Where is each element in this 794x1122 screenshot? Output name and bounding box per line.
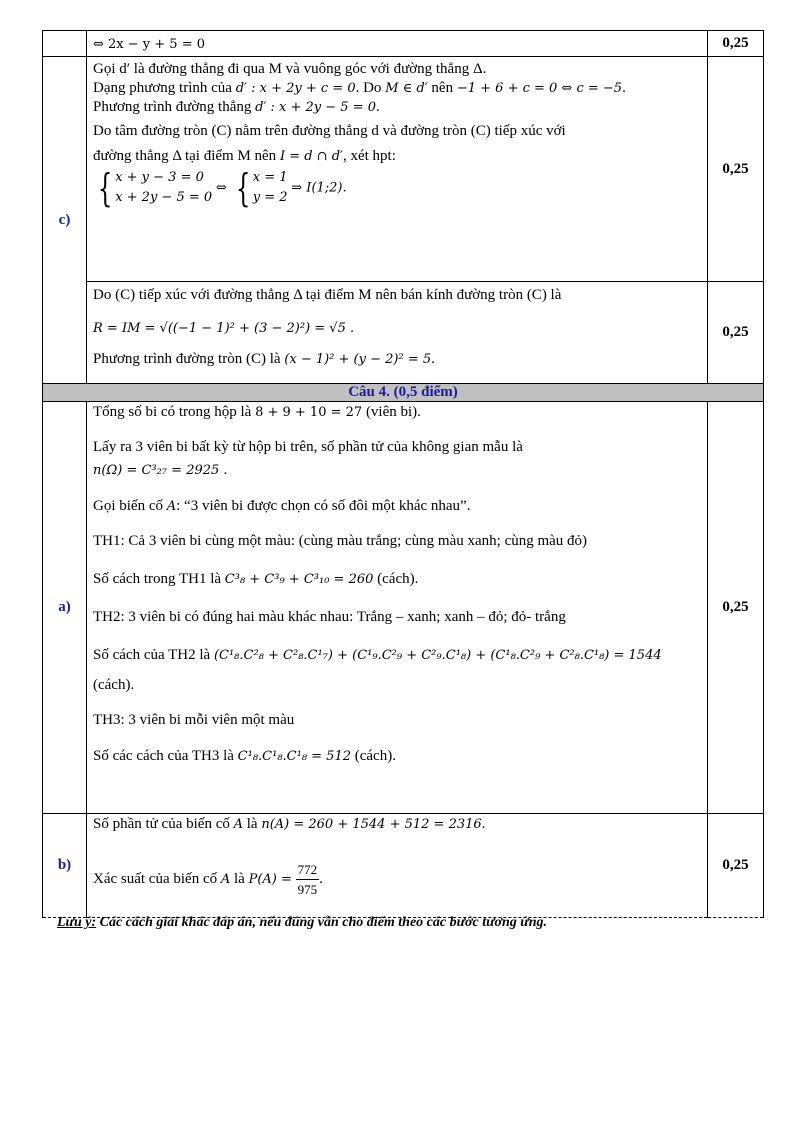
a-line-11 xyxy=(93,747,701,766)
row-a-label: a) xyxy=(43,402,87,814)
footnote-label: Lưu ý: xyxy=(57,915,97,930)
a-line-3: n(Ω) = C³₂₇ = 2925 . xyxy=(93,463,228,478)
row-a-content xyxy=(87,402,708,814)
row-c1-content xyxy=(87,57,708,282)
c2-line-3 xyxy=(93,350,701,369)
probability-fraction xyxy=(296,860,320,899)
fraction-denominator: 975 xyxy=(297,882,318,897)
row-b-label: b) xyxy=(43,814,87,918)
c1-line-2 xyxy=(93,79,701,98)
a-line-5: TH1: Cả 3 viên bi cùng một màu: (cùng màu trắng; cùng màu xanh; cùng màu đỏ) xyxy=(93,533,588,549)
b-l2b: A xyxy=(220,871,231,887)
a-line-7: TH2: 3 viên bi có đúng hai màu khác nhau: Trắng – xanh; xanh – đỏ; đỏ- trắng xyxy=(93,609,566,625)
a-l6a: Số cách trong TH1 là xyxy=(93,571,222,587)
c1-l2c: . Do xyxy=(355,80,382,96)
system-2 xyxy=(231,168,288,208)
row-top-points: 0,25 xyxy=(708,31,764,57)
a-l4c: : “3 viên bi được chọn có số đôi một khác nhau”. xyxy=(176,498,471,514)
footnote xyxy=(57,915,547,931)
c2-l3b: (x − 1)² + (y − 2)² = 5 xyxy=(284,352,432,367)
question-header-row xyxy=(43,384,764,402)
row-c2-points: 0,25 xyxy=(708,282,764,384)
c1-line-5 xyxy=(93,147,701,166)
row-c2 xyxy=(43,282,764,384)
equiv-sign: ⇔ xyxy=(215,180,227,196)
c1-l3a: Phương trình đường thẳng xyxy=(93,99,252,115)
b-l1c: là xyxy=(246,816,258,832)
c2-line-2: R = IM = √((−1 − 1)² + (3 − 2)²) = √5 . xyxy=(93,321,355,336)
c2-line-1: Do (C) tiếp xúc với đường thẳng Δ tại điểm M nên bán kính đường tròn (C) là xyxy=(93,287,562,303)
b-l2e: . xyxy=(319,870,323,887)
a-l4b: A xyxy=(166,499,177,514)
row-top-content xyxy=(87,31,708,57)
c1-line-1: Gọi d′ là đường thẳng đi qua M và vuông góc với đường thẳng Δ. xyxy=(93,61,487,77)
a-line-10: TH3: 3 viên bi mỗi viên một màu xyxy=(93,712,295,728)
c1-l2b: d′ : x + 2y + c = 0 xyxy=(235,81,356,96)
row-a-points: 0,25 xyxy=(708,402,764,814)
row-b-content xyxy=(87,814,708,918)
c1-line-3 xyxy=(93,98,701,117)
b-l2d: P(A) = xyxy=(248,871,292,887)
a-line-1 xyxy=(93,403,701,422)
sys2-row-1: x = 1 xyxy=(252,170,288,185)
c1-l2a: Dạng phương trình của xyxy=(93,80,232,96)
b-l1d: n(A) = 260 + 1544 + 512 = 2316 xyxy=(261,817,482,832)
a-l1c: (viên bi). xyxy=(365,404,421,420)
system-1 xyxy=(93,168,212,208)
sys2-row-2: y = 2 xyxy=(252,190,288,205)
c1-l3b: d′ : x + 2y − 5 = 0 xyxy=(255,100,377,115)
a-line-8 xyxy=(93,646,701,665)
sys1-row-2: x + 2y − 5 = 0 xyxy=(115,190,213,205)
b-line-2 xyxy=(93,860,701,899)
b-l1e: . xyxy=(481,816,486,832)
a-l6b: C³₈ + C³₉ + C³₁₀ = 260 xyxy=(224,572,374,587)
row-top-label xyxy=(43,31,87,57)
row-c1-points: 0,25 xyxy=(708,57,764,282)
c2-l3c: . xyxy=(431,351,435,367)
a-l8a: Số cách của TH2 là xyxy=(93,647,211,663)
a-l11b: C¹₈.C¹₈.C¹₈ = 512 xyxy=(237,749,351,764)
c1-l5b: I = d ∩ d′ xyxy=(279,149,343,164)
row-top xyxy=(43,31,764,57)
a-line-6 xyxy=(93,570,701,589)
c1-l2f: −1 + 6 + c = 0 ⇔ c = −5 xyxy=(456,81,623,96)
c1-system-line xyxy=(93,168,701,208)
a-l8b: (C¹₈.C²₈ + C²₈.C¹₇) + (C¹₉.C²₉ + C²₉.C¹₈) + (C¹₈.C²₉ + C²₈.C¹₈) = 1544 xyxy=(213,648,662,663)
a-l1b: 8 + 9 + 10 = 27 xyxy=(255,405,363,420)
sys1-row-1: x + y − 3 = 0 xyxy=(115,170,204,185)
row-b xyxy=(43,814,764,918)
b-l2c: là xyxy=(234,870,245,887)
a-line-4 xyxy=(93,497,701,516)
c1-line-4: Do tâm đường tròn (C) nằm trên đường thẳng d và đường tròn (C) tiếp xúc với xyxy=(93,123,566,139)
a-l6c: (cách). xyxy=(377,571,419,587)
brace-2: { xyxy=(235,166,250,210)
question-header: Câu 4. (0,5 điểm) xyxy=(43,384,764,402)
row-a xyxy=(43,402,764,814)
a-l11c: (cách). xyxy=(354,748,396,764)
a-line-2: Lấy ra 3 viên bi bất kỳ từ hộp bi trên, số phần tử của không gian mẫu là xyxy=(93,439,523,455)
a-l11a: Số các cách của TH3 là xyxy=(93,748,234,764)
b-l2a: Xác suất của biến cố xyxy=(93,870,218,887)
b-line-1 xyxy=(93,815,701,834)
row-c2-content xyxy=(87,282,708,384)
a-line-9: (cách). xyxy=(93,677,135,693)
system-result: ⇒ I(1;2). xyxy=(291,180,347,196)
equation-line: ⇔ 2x − y + 5 = 0 xyxy=(93,37,205,52)
c1-l5a: đường thẳng Δ tại điểm M nên xyxy=(93,148,277,164)
c1-l3c: . xyxy=(376,99,380,115)
footnote-text: Các cách giải khác đáp án, nếu đúng vẫn cho điểm theo các bước tương ứng. xyxy=(96,915,547,930)
brace-1: { xyxy=(97,166,113,210)
b-l1a: Số phần tử của biến cố xyxy=(93,816,230,832)
c1-l2g: . xyxy=(622,80,626,96)
fraction-numerator: 772 xyxy=(296,860,320,880)
c1-l5c: , xét hpt: xyxy=(342,148,396,164)
row-c-label: c) xyxy=(43,57,87,384)
c2-l3a: Phương trình đường tròn (C) là xyxy=(93,351,281,367)
row-b-points: 0,25 xyxy=(708,814,764,918)
answer-table xyxy=(42,30,764,918)
a-l1a: Tổng số bi có trong hộp là xyxy=(93,404,252,420)
c1-l2d: M ∈ d′ xyxy=(385,81,428,96)
c1-l2e: nên xyxy=(431,80,454,96)
a-l4a: Gọi biến cố xyxy=(93,498,163,514)
row-c1 xyxy=(43,57,764,282)
b-l1b: A xyxy=(233,817,243,832)
